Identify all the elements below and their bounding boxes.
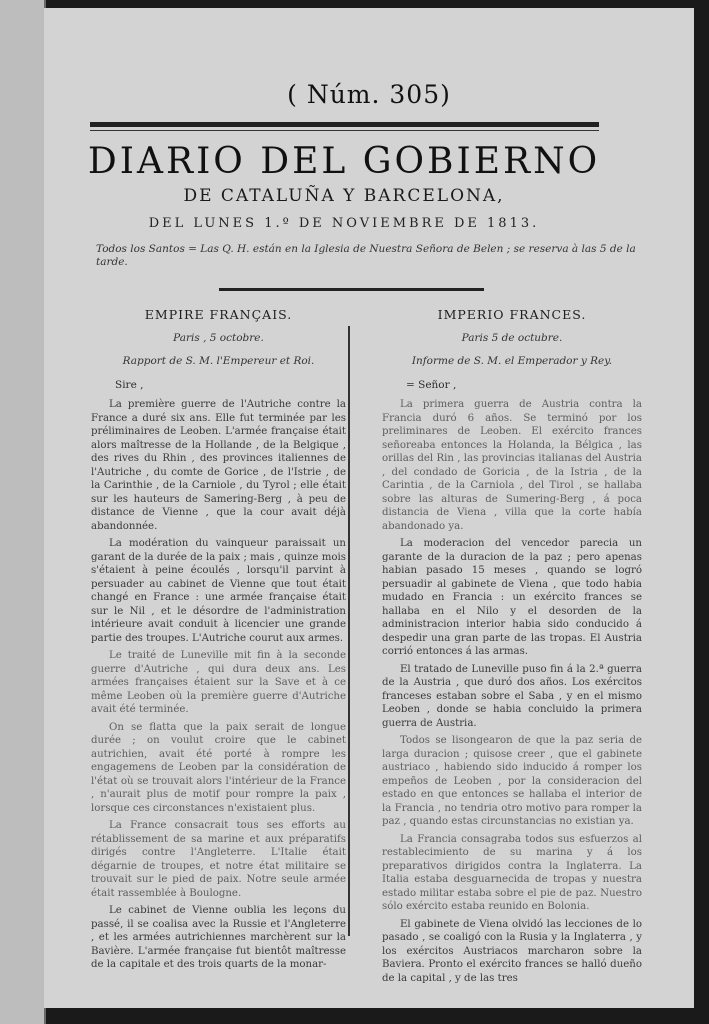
column-divider	[348, 326, 350, 936]
paragraph: Todos se lisongearon de que la paz seria de larga duracion ; quisose creer , que el gabinete austriaco , habiendo sido inducido á romper los empeños de Leoben , por la consideracion del estado en que entonces se hallaba el interior de la Francia , no tendria otro motivo para romper la paz , quando estas circunstancias no existian ya.	[382, 735, 642, 827]
left-page-edge	[0, 0, 46, 1024]
column-place: Paris , 5 octobre.	[173, 331, 264, 344]
paragraph: El gabinete de Viena olvidó las lecciones de lo pasado , se coaligó con la Rusia y la Inglaterra , y los exércitos Austriacos marcharon sobre la Baviera. Pronto el exército frances se halló dueño de la capital , y de las tres	[382, 918, 642, 984]
newspaper-page	[44, 8, 694, 1008]
paragraph: Le traité de Luneville mit fin à la seconde guerre d'Autriche , qui dura deux ans. Les armées françaises étaient sur la Save et à ce même Leoben où la première guerre d'Autriche avait été terminée.	[91, 650, 346, 715]
paragraph: La Francia consagraba todos sus esfuerzos al restablecimiento de su marina y á los preparativos dirigidos contra la Inglaterra. La Italia estaba desguarnecida de tropas y nuestra estado militar estaba sobre el pie de paz. Nuestro sólo exército estaba reunido en Bolonia.	[382, 833, 642, 912]
header-rule-thin	[90, 130, 599, 131]
religious-notice: Todos los Santos = Las Q. H. están en la Iglesia de Nuestra Señora de Belen ; se reserva à las 5 de la tarde.	[96, 243, 636, 268]
salutation: Sire ,	[115, 378, 144, 391]
paragraph: La moderacion del vencedor parecia un garante de la duracion de la paz ; pero apenas habian pasado 15 meses , quando se logró persuadir al gabinete de Viena , que todo habia mudado en Francia : un exército frances se hallaba en el Nilo y el desorden de la administracion interior habia sido conducido á despedir una gran parte de las tropas. El Austria corrió entonces á las armas.	[382, 538, 642, 657]
column-subheading: Rapport de S. M. l'Empereur et Roi.	[122, 355, 315, 367]
paragraph: La primera guerra de Austria contra la Francia duró 6 años. Se terminó por los preliminares de Leoben. El exército frances señoreaba entonces la Holanda, la Bélgica , las orillas del Rin , las provincias italianas del Austria , del condado de Goricia , de la Istria , de la Carintia , de la Carniola , del Tirol , se hallaba sobre las alturas de Sumering-Berg , á poca distancia de Viena , villa que la corte había abandonado ya.	[382, 399, 642, 532]
paragraph: La modération du vainqueur paraissait un garant de la durée de la paix ; mais , quinze mois s'étaient à peine écoulés , lorsqu'il parvint à persuader au cabinet de Vienne que tout était changé en France : une armée française était sur le Nil , et le désordre de l'administration intérieure avait conduit à licencier une grande partie des troupes. L'Autriche courut aux armes.	[91, 538, 346, 644]
newspaper-subtitle: DE CATALUÑA Y BARCELONA,	[183, 186, 505, 206]
column-place: Paris 5 de octubre.	[461, 331, 563, 344]
french-column	[91, 308, 346, 976]
paragraph: La première guerre de l'Autriche contre la France a duré six ans. Elle fut terminée par les préliminaires de Leoben. L'armée française était alors maîtresse de la Hollande , de la Belgique , des rives du Rhin , des provinces italiennes de l'Autriche , du comte de Gorice , de l'Istrie , de la Carinthie , de la Carniole , du Tyrol ; elle était sur les hauteurs de Samering-Berg , à peu de distance de Vienne , que la cour avait déjà abandonnée.	[91, 399, 346, 532]
dateline: DEL LUNES 1.º DE NOVIEMBRE DE 1813.	[148, 216, 540, 231]
paragraph: Le cabinet de Vienne oublia les leçons du passé, il se coalisa avec la Russie et l'Angleterre , et les armées autrichiennes marchèrent sur la Bavière. L'armée française fut bientôt maîtresse de la capitale et des trois quarts de la monar-	[91, 905, 346, 970]
newspaper-title: DIARIO DEL GOBIERNO	[87, 141, 601, 182]
header-rule	[90, 122, 599, 127]
column-heading: EMPIRE FRANÇAIS.	[144, 307, 293, 322]
column-subheading: Informe de S. M. el Emperador y Rey.	[411, 355, 613, 367]
section-rule	[219, 288, 484, 291]
column-heading: IMPERIO FRANCES.	[437, 307, 587, 322]
paragraph: On se flatta que la paix serait de longue durée ; on voulut croire que le cabinet autrichien, avait été porté à rompre les engagemens de Leoben par la considération de l'état où se trouvait alors l'intérieur de la France , n'aurait plus de motif pour rompre la paix , lorsque ces circonstances n'existaient plus.	[91, 721, 346, 814]
issue-number: ( Núm. 305)	[287, 80, 451, 109]
paragraph: El tratado de Luneville puso fin á la 2.ª guerra de la Austria , que duró dos años. Los exércitos franceses estaban sobre el Saba , y en el mismo Leoben , donde se habia concluido la primera guerra de Austria.	[382, 663, 642, 729]
salutation: = Señor ,	[406, 378, 457, 391]
paragraph: La France consacrait tous ses efforts au rétablissement de sa marine et aux préparatifs dirigés contre l'Angleterre. L'Italie était dégarnie de troupes, et notre état militaire se trouvait sur le pied de paix. Notre seule armée était rassemblée à Boulogne.	[91, 820, 346, 899]
spanish-column	[382, 308, 642, 989]
